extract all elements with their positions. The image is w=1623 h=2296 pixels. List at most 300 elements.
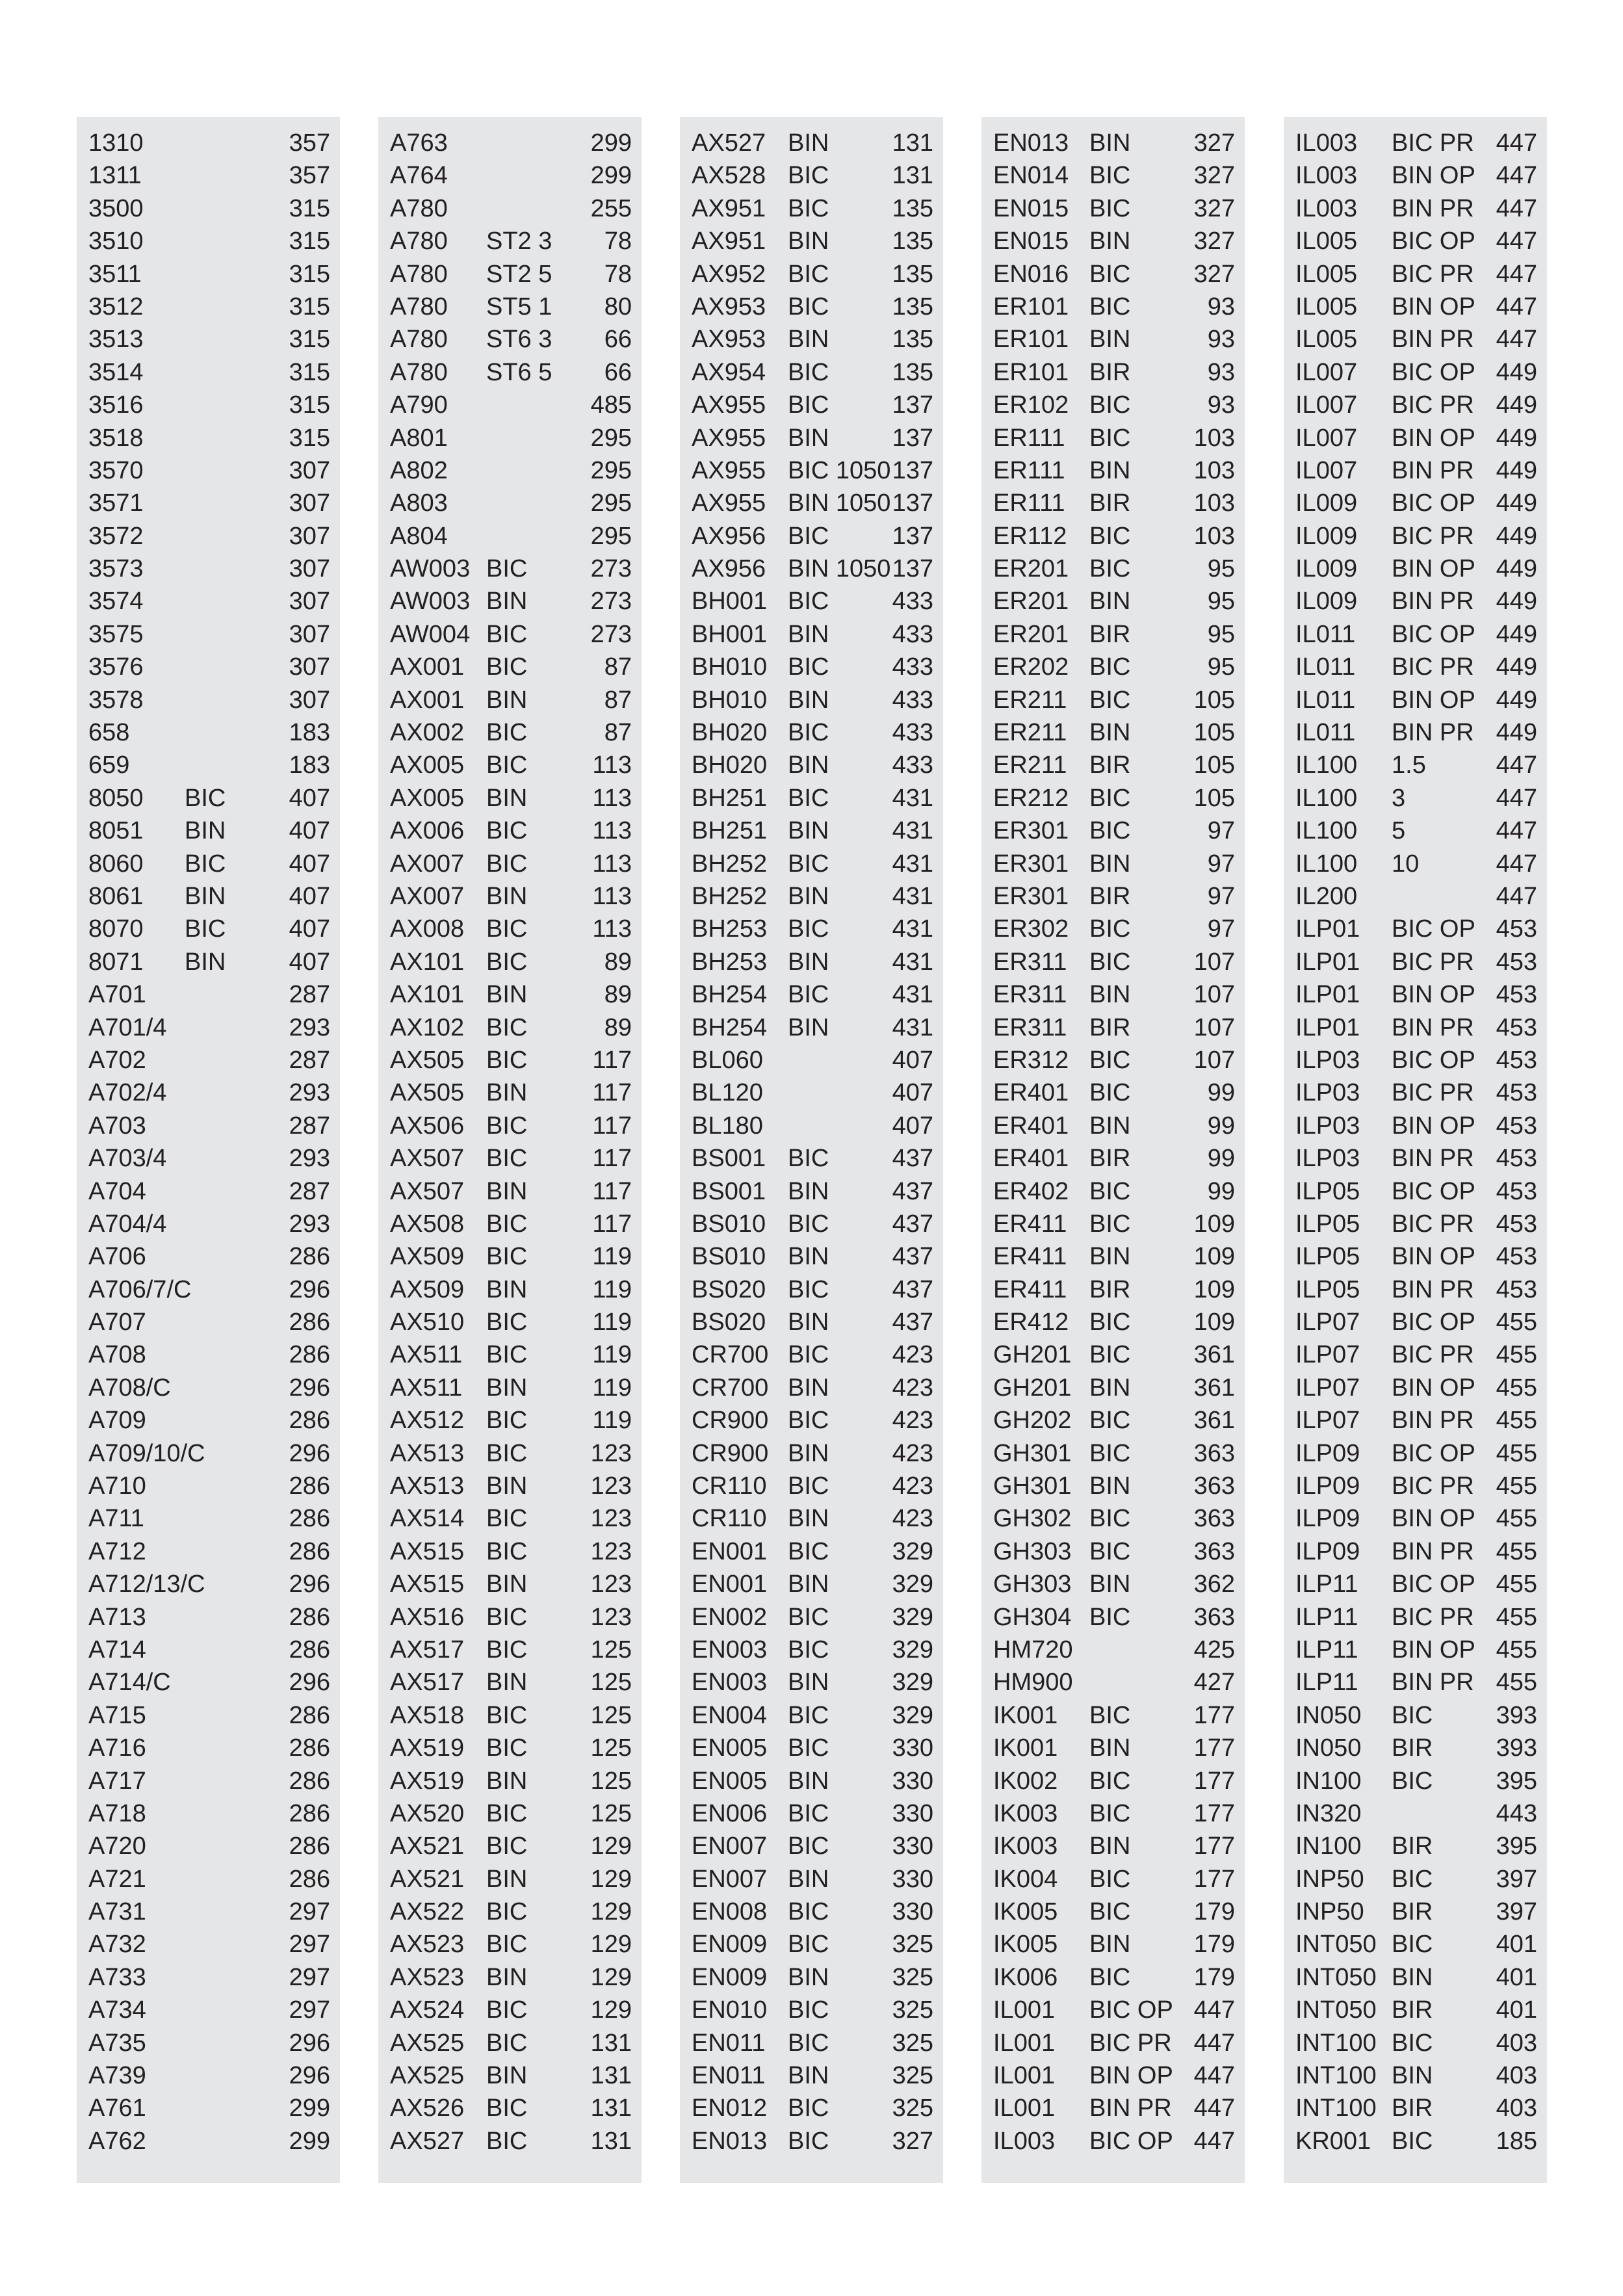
model-code: CR900 xyxy=(692,1407,769,1435)
page-number: 307 xyxy=(289,456,330,484)
page-number: 431 xyxy=(892,882,933,910)
page-number: 327 xyxy=(1193,260,1235,288)
index-row xyxy=(981,2059,1245,2092)
variant: BIN xyxy=(486,1963,528,1991)
variant: BIN PR xyxy=(1392,194,1474,222)
page-number: 286 xyxy=(289,1636,330,1663)
page-number: 449 xyxy=(1496,555,1537,583)
index-row xyxy=(77,1273,340,1306)
index-row xyxy=(378,1732,642,1764)
page-number: 407 xyxy=(892,1112,933,1140)
page-number: 327 xyxy=(1193,194,1235,222)
variant: 3 xyxy=(1392,784,1406,812)
page-number: 296 xyxy=(289,1439,330,1467)
index-row xyxy=(680,422,943,454)
model-code: 8050 xyxy=(88,784,144,812)
page-number: 363 xyxy=(1193,1439,1235,1467)
model-code: EN016 xyxy=(993,260,1069,288)
page-number: 447 xyxy=(1496,228,1537,255)
model-code: AX952 xyxy=(692,260,766,288)
index-row xyxy=(378,1175,642,1208)
index-row xyxy=(77,1928,340,1961)
variant: BIC xyxy=(788,1341,829,1369)
index-row xyxy=(77,127,340,159)
page-number: 286 xyxy=(289,1799,330,1827)
index-row xyxy=(378,1208,642,1240)
page-number: 447 xyxy=(1496,751,1537,779)
model-code: ILP01 xyxy=(1295,948,1360,976)
page-number: 433 xyxy=(892,588,933,616)
index-row xyxy=(680,782,943,815)
model-code: 659 xyxy=(88,751,130,779)
variant: BIC xyxy=(1089,293,1131,320)
page-number: 443 xyxy=(1496,1799,1537,1827)
index-row xyxy=(680,716,943,749)
page-number: 135 xyxy=(892,326,933,354)
page-number: 125 xyxy=(590,1734,632,1762)
model-code: A731 xyxy=(88,1898,146,1926)
model-code: A801 xyxy=(390,424,448,452)
page-number: 307 xyxy=(289,653,330,681)
index-row xyxy=(680,1994,943,2026)
index-row xyxy=(680,1076,943,1109)
index-row xyxy=(981,1110,1245,1142)
variant: BIN xyxy=(1089,1734,1131,1762)
index-row xyxy=(77,1372,340,1404)
model-code: HM720 xyxy=(993,1636,1073,1663)
model-code: IL001 xyxy=(993,1996,1056,2024)
variant: BIC xyxy=(788,2094,829,2122)
model-code: 3572 xyxy=(88,522,144,550)
index-row xyxy=(981,1634,1245,1666)
index-row xyxy=(77,1961,340,1994)
variant: BIN xyxy=(1089,1931,1131,1959)
model-code: 3573 xyxy=(88,555,144,583)
page-number: 449 xyxy=(1496,522,1537,550)
page-number: 113 xyxy=(592,850,632,878)
model-code: A716 xyxy=(88,1734,146,1762)
index-row xyxy=(981,520,1245,553)
page-number: 119 xyxy=(592,1309,632,1337)
variant: BIR xyxy=(1089,882,1131,910)
model-code: IL007 xyxy=(1295,358,1358,386)
variant: BIN PR xyxy=(1392,588,1474,616)
variant: BIC xyxy=(486,2029,528,2057)
model-code: GH304 xyxy=(993,1603,1072,1631)
variant: BIC xyxy=(486,719,528,747)
model-code: ILP07 xyxy=(1295,1309,1360,1337)
index-row xyxy=(680,258,943,291)
model-code: A708 xyxy=(88,1341,146,1369)
page-number: 423 xyxy=(892,1472,933,1500)
page-number: 423 xyxy=(892,1505,933,1533)
page-number: 123 xyxy=(590,1603,632,1631)
page-number: 179 xyxy=(1193,1898,1235,1926)
page-number: 327 xyxy=(1193,228,1235,255)
index-row xyxy=(1284,1110,1547,1142)
index-row xyxy=(77,848,340,880)
page-number: 273 xyxy=(590,588,632,616)
page-number: 105 xyxy=(1193,751,1235,779)
page-number: 119 xyxy=(592,1407,632,1435)
index-row xyxy=(680,1601,943,1634)
index-row xyxy=(981,1338,1245,1371)
index-row xyxy=(378,1568,642,1600)
page-number: 307 xyxy=(289,555,330,583)
page-number: 315 xyxy=(289,358,330,386)
page-number: 437 xyxy=(892,1243,933,1271)
page-number: 131 xyxy=(590,2062,632,2090)
page-number: 447 xyxy=(1496,326,1537,354)
index-row xyxy=(77,1437,340,1470)
page-number: 361 xyxy=(1193,1341,1235,1369)
index-row xyxy=(981,1076,1245,1109)
index-row xyxy=(77,2027,340,2059)
page-number: 297 xyxy=(289,1963,330,1991)
model-code: BH252 xyxy=(692,850,768,878)
variant: BIN xyxy=(788,1865,829,1893)
page-number: 66 xyxy=(604,326,632,354)
index-row xyxy=(1284,1470,1547,1502)
page-number: 273 xyxy=(590,555,632,583)
variant: BIC xyxy=(1392,2029,1433,2057)
variant: BIC xyxy=(486,1309,528,1337)
page-number: 286 xyxy=(289,1603,330,1631)
page-number: 315 xyxy=(289,260,330,288)
index-row xyxy=(680,2092,943,2124)
index-row xyxy=(680,1535,943,1568)
model-code: ER411 xyxy=(993,1243,1067,1271)
model-code: AX519 xyxy=(390,1734,465,1762)
page-number: 393 xyxy=(1496,1701,1537,1729)
index-row xyxy=(77,258,340,291)
model-code: AX951 xyxy=(692,194,766,222)
variant: BIN xyxy=(1392,2062,1433,2090)
page-number: 286 xyxy=(289,1309,330,1337)
model-code: AX001 xyxy=(390,653,465,681)
page-number: 315 xyxy=(289,326,330,354)
variant: BIC PR xyxy=(1392,1341,1474,1369)
variant: BIC xyxy=(788,1210,829,1238)
index-row xyxy=(77,880,340,913)
index-row xyxy=(378,1273,642,1306)
model-code: EN008 xyxy=(692,1898,768,1926)
index-row xyxy=(77,782,340,815)
variant: BIR xyxy=(1089,751,1131,779)
variant: BIN xyxy=(185,817,226,845)
page-number: 325 xyxy=(892,2094,933,2122)
page-number: 455 xyxy=(1496,1439,1537,1467)
model-code: ER301 xyxy=(993,817,1069,845)
page-number: 447 xyxy=(1193,2029,1235,2057)
page-number: 295 xyxy=(590,522,632,550)
index-row xyxy=(378,1928,642,1961)
variant: BIC xyxy=(486,1505,528,1533)
variant: BIC PR xyxy=(1392,260,1474,288)
variant: BIC xyxy=(788,1145,829,1173)
index-row xyxy=(981,1928,1245,1961)
index-row xyxy=(1284,1240,1547,1273)
variant: BIC xyxy=(788,1407,829,1435)
model-code: BH253 xyxy=(692,915,768,943)
variant: BIN xyxy=(788,228,829,255)
index-row xyxy=(981,1240,1245,1273)
index-row xyxy=(981,946,1245,978)
variant: BIC xyxy=(788,653,829,681)
index-row xyxy=(378,1601,642,1634)
model-code: BL060 xyxy=(692,1046,763,1074)
index-row xyxy=(1284,1765,1547,1797)
index-row xyxy=(981,1961,1245,1994)
variant: BIN xyxy=(486,1669,528,1697)
page-number: 179 xyxy=(1193,1963,1235,1991)
page-number: 105 xyxy=(1193,686,1235,714)
page-number: 395 xyxy=(1496,1767,1537,1795)
page-number: 293 xyxy=(289,1210,330,1238)
model-code: ILP07 xyxy=(1295,1374,1360,1402)
model-code: CR900 xyxy=(692,1439,769,1467)
variant: BIC xyxy=(1089,391,1131,419)
model-code: AX102 xyxy=(390,1013,465,1041)
page-number: 87 xyxy=(604,686,632,714)
model-code: IL007 xyxy=(1295,456,1358,484)
model-code: EN013 xyxy=(993,129,1069,157)
model-code: A780 xyxy=(390,194,448,222)
page-number: 117 xyxy=(592,1177,632,1205)
model-code: ER201 xyxy=(993,588,1069,616)
model-code: ILP01 xyxy=(1295,1013,1360,1041)
model-code: ER111 xyxy=(993,456,1065,484)
model-code: EN005 xyxy=(692,1767,768,1795)
page-number: 287 xyxy=(289,1112,330,1140)
page-number: 447 xyxy=(1496,850,1537,878)
variant: BIN xyxy=(486,1275,528,1303)
page-number: 287 xyxy=(289,1046,330,1074)
page-number: 99 xyxy=(1207,1177,1235,1205)
page-number: 78 xyxy=(604,228,632,255)
page-number: 107 xyxy=(1193,1046,1235,1074)
variant: BIC xyxy=(486,1799,528,1827)
page-number: 119 xyxy=(592,1374,632,1402)
index-row xyxy=(378,1470,642,1502)
model-code: 8070 xyxy=(88,915,144,943)
variant: BIC xyxy=(788,1898,829,1926)
model-code: A713 xyxy=(88,1603,146,1631)
model-code: IK006 xyxy=(993,1963,1058,1991)
index-row xyxy=(1284,1535,1547,1568)
model-code: ER411 xyxy=(993,1210,1067,1238)
variant: BIC xyxy=(1089,1079,1131,1107)
page-number: 113 xyxy=(592,784,632,812)
index-row xyxy=(1284,651,1547,683)
index-row xyxy=(981,291,1245,323)
variant: BIC xyxy=(486,1537,528,1565)
index-row xyxy=(77,1666,340,1699)
page-number: 123 xyxy=(590,1537,632,1565)
model-code: BL180 xyxy=(692,1112,763,1140)
variant: BIC xyxy=(1089,1865,1131,1893)
variant: BIN xyxy=(788,1571,829,1598)
model-code: AX513 xyxy=(390,1439,465,1467)
page-number: 447 xyxy=(1193,2094,1235,2122)
variant: BIC xyxy=(1089,915,1131,943)
model-code: 8061 xyxy=(88,882,144,910)
index-row xyxy=(378,389,642,421)
index-row xyxy=(1284,1994,1547,2026)
variant: BIC xyxy=(1089,1309,1131,1337)
model-code: IK001 xyxy=(993,1734,1058,1762)
page-number: 357 xyxy=(289,162,330,190)
page-number: 103 xyxy=(1193,456,1235,484)
model-code: IL003 xyxy=(1295,194,1358,222)
index-row xyxy=(77,192,340,225)
page-number: 407 xyxy=(289,882,330,910)
index-row xyxy=(378,1076,642,1109)
model-code: 658 xyxy=(88,719,130,747)
model-code: ER201 xyxy=(993,620,1069,648)
page-number: 433 xyxy=(892,653,933,681)
index-row xyxy=(77,553,340,585)
model-code: ER101 xyxy=(993,293,1069,320)
index-row xyxy=(378,848,642,880)
model-code: ER211 xyxy=(993,719,1067,747)
page-number: 329 xyxy=(892,1537,933,1565)
index-row xyxy=(680,1732,943,1764)
model-code: ILP05 xyxy=(1295,1210,1360,1238)
model-code: ER102 xyxy=(993,391,1069,419)
page-number: 315 xyxy=(289,391,330,419)
model-code: 3510 xyxy=(88,228,144,255)
model-code: AX521 xyxy=(390,1833,465,1860)
page-number: 299 xyxy=(289,2127,330,2155)
page-number: 453 xyxy=(1496,981,1537,1009)
index-row xyxy=(680,1896,943,1928)
model-code: EN009 xyxy=(692,1963,768,1991)
index-row xyxy=(378,323,642,356)
index-row xyxy=(1284,1699,1547,1732)
page-number: 330 xyxy=(892,1865,933,1893)
index-row xyxy=(981,880,1245,913)
model-code: A703 xyxy=(88,1112,146,1140)
variant: BIN xyxy=(788,817,829,845)
model-code: KR001 xyxy=(1295,2127,1371,2155)
model-code: A709 xyxy=(88,1407,146,1435)
model-code: A720 xyxy=(88,1833,146,1860)
model-code: BH251 xyxy=(692,784,768,812)
page-number: 330 xyxy=(892,1767,933,1795)
index-row xyxy=(981,356,1245,389)
model-code: A780 xyxy=(390,228,448,255)
page-number: 95 xyxy=(1207,555,1235,583)
page-number: 287 xyxy=(289,981,330,1009)
model-code: IL011 xyxy=(1295,719,1356,747)
model-code: A708/C xyxy=(88,1374,171,1402)
page-number: 109 xyxy=(1193,1243,1235,1271)
index-row xyxy=(680,651,943,683)
index-row xyxy=(77,684,340,716)
model-code: A703/4 xyxy=(88,1145,167,1173)
index-row xyxy=(680,291,943,323)
model-code: 3574 xyxy=(88,588,144,616)
model-code: ILP01 xyxy=(1295,981,1360,1009)
page-number: 296 xyxy=(289,2062,330,2090)
model-code: AX525 xyxy=(390,2062,465,2090)
model-code: IL009 xyxy=(1295,555,1358,583)
page-number: 437 xyxy=(892,1309,933,1337)
index-row xyxy=(981,2027,1245,2059)
model-code: 1311 xyxy=(88,162,142,190)
variant: BIC OP xyxy=(1392,1439,1475,1467)
variant: BIC xyxy=(1392,1701,1433,1729)
index-row xyxy=(1284,2092,1547,2124)
model-code: GH202 xyxy=(993,1407,1072,1435)
page-number: 403 xyxy=(1496,2094,1537,2122)
model-code: IL011 xyxy=(1295,653,1356,681)
model-code: ER401 xyxy=(993,1145,1069,1173)
variant: BIC OP xyxy=(1392,358,1475,386)
variant: BIC xyxy=(788,162,829,190)
page-number: 407 xyxy=(289,948,330,976)
index-row xyxy=(378,1830,642,1862)
page-number: 455 xyxy=(1496,1571,1537,1598)
variant: BIN xyxy=(1089,129,1131,157)
model-code: INT100 xyxy=(1295,2029,1377,2057)
page-number: 455 xyxy=(1496,1374,1537,1402)
page-number: 273 xyxy=(590,620,632,648)
page-number: 131 xyxy=(892,162,933,190)
variant: BIN PR xyxy=(1392,456,1474,484)
model-code: A763 xyxy=(390,129,448,157)
variant: BIC xyxy=(788,358,829,386)
page-number: 129 xyxy=(590,1898,632,1926)
model-code: ER211 xyxy=(993,751,1067,779)
index-row xyxy=(77,225,340,257)
model-code: BH251 xyxy=(692,817,768,845)
model-code: A802 xyxy=(390,456,448,484)
page-number: 135 xyxy=(892,293,933,320)
model-code: ILP09 xyxy=(1295,1537,1360,1565)
variant: BIC xyxy=(486,1636,528,1663)
page-number: 137 xyxy=(892,555,933,583)
page-number: 296 xyxy=(289,1669,330,1697)
index-row xyxy=(378,520,642,553)
model-code: 3513 xyxy=(88,326,144,354)
page-number: 329 xyxy=(892,1701,933,1729)
index-row xyxy=(981,618,1245,651)
variant: BIN PR xyxy=(1392,326,1474,354)
model-code: IL005 xyxy=(1295,293,1358,320)
model-code: AX007 xyxy=(390,850,465,878)
page-number: 107 xyxy=(1193,1013,1235,1041)
model-code: AX507 xyxy=(390,1177,465,1205)
page-number: 117 xyxy=(592,1145,632,1173)
index-row xyxy=(1284,848,1547,880)
index-row xyxy=(680,978,943,1011)
page-number: 119 xyxy=(592,1243,632,1271)
variant: BIN OP xyxy=(1392,1636,1475,1663)
variant: BIC xyxy=(486,1046,528,1074)
index-row xyxy=(981,1372,1245,1404)
page-number: 125 xyxy=(590,1669,632,1697)
variant: BIN xyxy=(788,686,829,714)
model-code: IL005 xyxy=(1295,260,1358,288)
variant: BIN xyxy=(788,1309,829,1337)
page-number: 363 xyxy=(1193,1505,1235,1533)
model-code: ER401 xyxy=(993,1112,1069,1140)
index-row xyxy=(378,716,642,749)
page-number: 423 xyxy=(892,1407,933,1435)
model-code: AX007 xyxy=(390,882,465,910)
